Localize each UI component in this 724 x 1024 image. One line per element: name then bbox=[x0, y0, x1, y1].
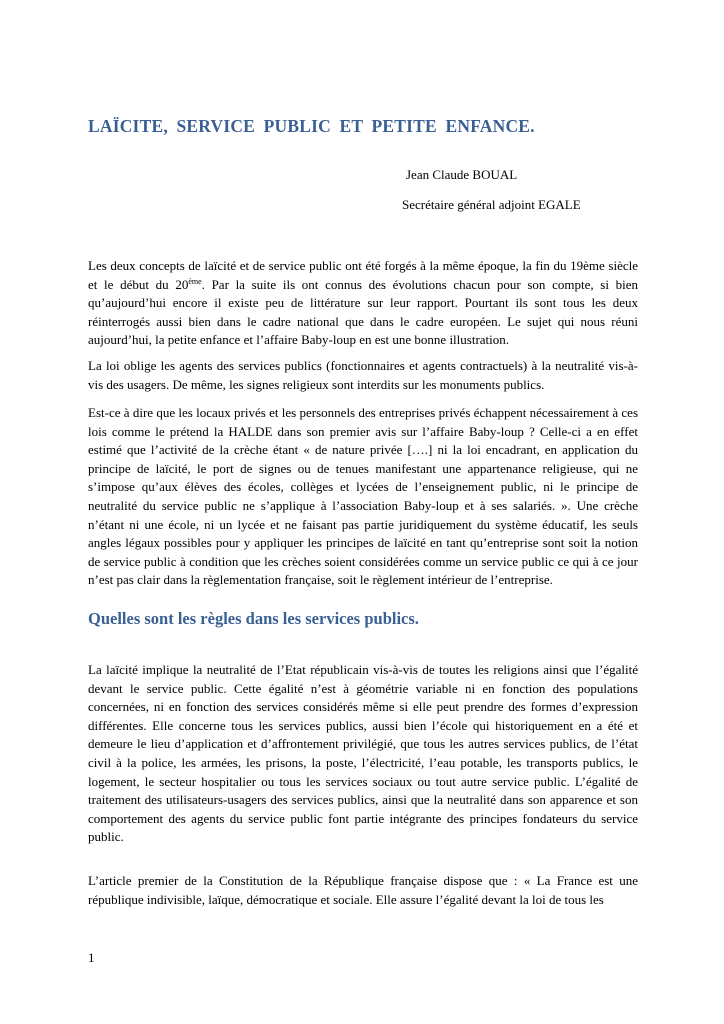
document-title: LAÏCITE, SERVICE PUBLIC ET PETITE ENFANCE. bbox=[88, 116, 535, 136]
paragraph-intro bbox=[88, 257, 638, 350]
paragraph-intro-end: . Par la suite ils ont connus des évolutions chacun pour son compte, si bien qu’aujourd’hui encore il existe peu de littérature sur leur rapport. Pourtant ils sont tous les deux réinterrogés aussi bien dans le cadre national que dans le cadre européen. Le sujet qui nous réuni aujourd’hui, la petite enfance et l’affaire Baby-loup en est une bonne illustration. bbox=[88, 276, 638, 348]
paragraph-law: La loi oblige les agents des services publics (fonctionnaires et agents contractuels) à la neutralité vis-à-vis des usagers. De même, les signes religieux sont interdits sur les monuments publics. bbox=[88, 358, 638, 392]
paragraph-constitution: L’article premier de la Constitution de la République française dispose que : « La France est une république indivisible, laïque, démocratique et sociale. Elle assure l’égalité devant la loi de tous les bbox=[88, 873, 638, 907]
paragraph-intro-start: Les deux concepts de laïcité et de service public ont été forgés à la même époque, la fin du 19ème siècle et le début du 20 bbox=[88, 258, 638, 292]
page-number: 1 bbox=[88, 950, 95, 965]
author-name: Jean Claude BOUAL bbox=[406, 167, 518, 182]
section-heading: Quelles sont les règles dans les services publics. bbox=[88, 609, 419, 628]
superscript-eme: ème bbox=[188, 276, 202, 286]
paragraph-halde: Est-ce à dire que les locaux privés et les personnels des entreprises privés échappent nécessairement à ces lois comme le prétend la HALDE dans son premier avis sur l’affaire Baby-loup ? Celle-ci a en effet estimé que l’activité de la crèche étant « de nature privée [….] ni la loi encadrant, en application du principe de laïcité, le port de signes ou de tenues manifestant une appartenance religieuse, qui ne s’impose qu’aux élèves des écoles, collèges et lycées de l’enseignement public, ni le principe de neutralité du service public ne s’applique à l’association Baby-loup et à ses salariés. ». Une crèche n’étant ni une école, ni un lycée et ne faisant pas partie juridiquement du système éducatif, les seuls angles légaux possibles pour y appliquer les principes de laïcité en tant qu’entreprise sont soit la notion de service public à condition que les crèches soient considérées comme un service public ce qui à ce jour n’est pas clair dans la règlementation française, soit le règlement intérieur de l’entreprise. bbox=[88, 405, 638, 588]
author-role: Secrétaire général adjoint EGALE bbox=[402, 197, 581, 212]
paragraph-neutrality: La laïcité implique la neutralité de l’Etat républicain vis-à-vis de toutes les religions ainsi que l’égalité devant le service public. Cette égalité n’est à géométrie variable ni en fonction des populations concernées, ni en fonction des services considérés même si elle peut prendre des formes d’expression différentes. Elle concerne tous les services publics, aussi bien l’école qui historiquement en a été et demeure le lieu d’application et d’affrontement privilégié, que tous les autres services publics, de l’état civil à la police, les armées, les prisons, la poste, l’électricité, l’eau potable, les transports publics, le logement, le secteur hospitalier ou tous les services sociaux ou tout autre service public. L’égalité de traitement des utilisateurs-usagers des services publics, ainsi que la neutralité dans son apparence et son comportement des agents du service public font partie intégrante des principes fondateurs du service public. bbox=[88, 662, 638, 845]
